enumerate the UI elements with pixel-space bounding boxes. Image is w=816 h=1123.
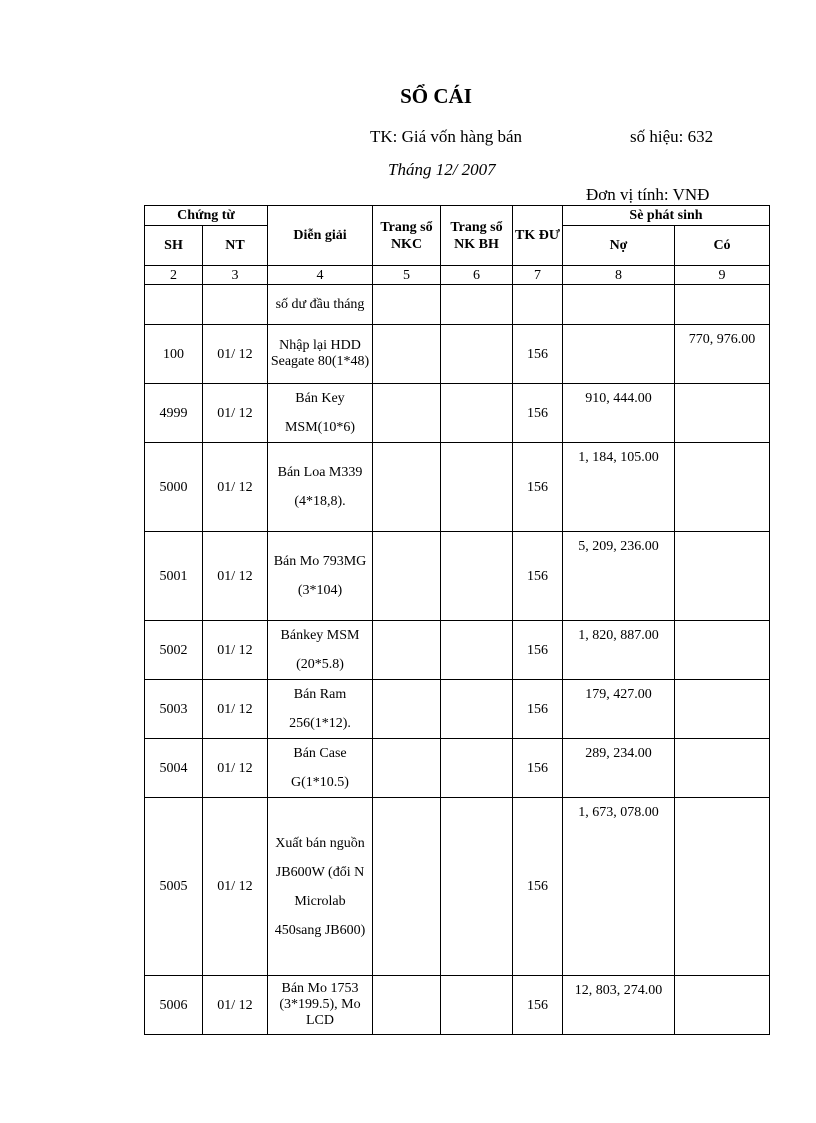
contra-account: 156 [513,798,563,976]
page-nkbh [441,798,513,976]
header-trang-nkbh: Trang sổ NK BH [441,206,513,266]
page-nkc [373,680,441,739]
page-nkbh [441,976,513,1035]
col-number: 8 [563,266,675,285]
credit-amount: 770, 976.00 [675,325,770,384]
table-row [145,443,770,532]
table-row [145,384,770,443]
col-number: 7 [513,266,563,285]
debit-amount: 12, 803, 274.00 [563,976,675,1035]
page-nkc [373,976,441,1035]
contra-account: 156 [513,443,563,532]
description: Bán Key MSM(10*6) [268,384,373,443]
header-co: Có [675,226,770,266]
header-trang-nkc: Trang sổ NKC [373,206,441,266]
voucher-number: 5005 [145,798,203,976]
page-nkbh [441,443,513,532]
page-nkc [373,325,441,384]
voucher-date: 01/ 12 [203,739,268,798]
header-nt: NT [203,226,268,266]
page-nkc [373,798,441,976]
opening-balance-row [145,285,770,325]
contra-account: 156 [513,325,563,384]
description: Bán Mo 793MG (3*104) [268,532,373,621]
header-so-phat-sinh: Sè phát sinh [563,206,770,226]
voucher-date: 01/ 12 [203,325,268,384]
voucher-number: 4999 [145,384,203,443]
debit-amount: 289, 234.00 [563,739,675,798]
page-nkc [373,739,441,798]
table-row [145,621,770,680]
page-nkc [373,621,441,680]
ledger-title: SỔ CÁI [400,84,472,108]
debit-amount: 1, 184, 105.00 [563,443,675,532]
page-nkc [373,532,441,621]
page-nkbh [441,532,513,621]
credit-amount [675,443,770,532]
description: Xuất bán nguồn JB600W (đổi N Microlab 450sang JB600) [268,798,373,976]
contra-account: 156 [513,680,563,739]
page-nkc [373,384,441,443]
table-row [145,798,770,976]
voucher-number: 5006 [145,976,203,1035]
credit-amount [675,384,770,443]
description: Bánkey MSM (20*5.8) [268,621,373,680]
currency-unit: Đơn vị tính: VNĐ [586,185,710,204]
voucher-date: 01/ 12 [203,621,268,680]
voucher-date: 01/ 12 [203,976,268,1035]
col-number: 4 [268,266,373,285]
col-number: 3 [203,266,268,285]
contra-account: 156 [513,532,563,621]
voucher-date: 01/ 12 [203,798,268,976]
contra-account: 156 [513,384,563,443]
voucher-number: 5004 [145,739,203,798]
account-name: TK: Giá vốn hàng bán [370,127,523,146]
table-row [145,532,770,621]
ledger-table [144,205,770,1035]
credit-amount [675,976,770,1035]
description: Nhập lại HDD Seagate 80(1*48) [268,325,373,384]
debit-amount [563,325,675,384]
voucher-number: 100 [145,325,203,384]
voucher-date: 01/ 12 [203,443,268,532]
voucher-date: 01/ 12 [203,680,268,739]
voucher-number: 5001 [145,532,203,621]
credit-amount [675,798,770,976]
credit-amount [675,739,770,798]
description: Bán Loa M339 (4*18,8). [268,443,373,532]
table-row [145,739,770,798]
col-number: 2 [145,266,203,285]
debit-amount: 179, 427.00 [563,680,675,739]
period: Tháng 12/ 2007 [388,160,496,179]
table-row [145,680,770,739]
debit-amount: 1, 673, 078.00 [563,798,675,976]
table-row [145,976,770,1035]
contra-account: 156 [513,739,563,798]
contra-account: 156 [513,976,563,1035]
page-nkbh [441,621,513,680]
page-nkbh [441,325,513,384]
col-number: 6 [441,266,513,285]
debit-amount: 910, 444.00 [563,384,675,443]
debit-amount: 5, 209, 236.00 [563,532,675,621]
description: Bán Mo 1753 (3*199.5), Mo LCD [268,976,373,1035]
page-nkbh [441,680,513,739]
col-number: 5 [373,266,441,285]
voucher-date: 01/ 12 [203,532,268,621]
header-tk-du: TK ĐƯ [513,206,563,266]
header-chung-tu: Chứng từ [145,206,268,226]
account-number: số hiệu: 632 [630,127,714,146]
credit-amount [675,532,770,621]
voucher-number: 5002 [145,621,203,680]
description: Bán Case G(1*10.5) [268,739,373,798]
opening-balance-label: số dư đầu tháng [268,285,373,325]
debit-amount: 1, 820, 887.00 [563,621,675,680]
header-sh: SH [145,226,203,266]
page-nkbh [441,739,513,798]
header-no: Nợ [563,226,675,266]
col-number: 9 [675,266,770,285]
page-nkc [373,443,441,532]
voucher-number: 5003 [145,680,203,739]
voucher-date: 01/ 12 [203,384,268,443]
contra-account: 156 [513,621,563,680]
credit-amount [675,680,770,739]
table-row [145,325,770,384]
page-nkbh [441,384,513,443]
credit-amount [675,621,770,680]
description: Bán Ram 256(1*12). [268,680,373,739]
header-dien-giai: Diễn giải [268,206,373,266]
voucher-number: 5000 [145,443,203,532]
